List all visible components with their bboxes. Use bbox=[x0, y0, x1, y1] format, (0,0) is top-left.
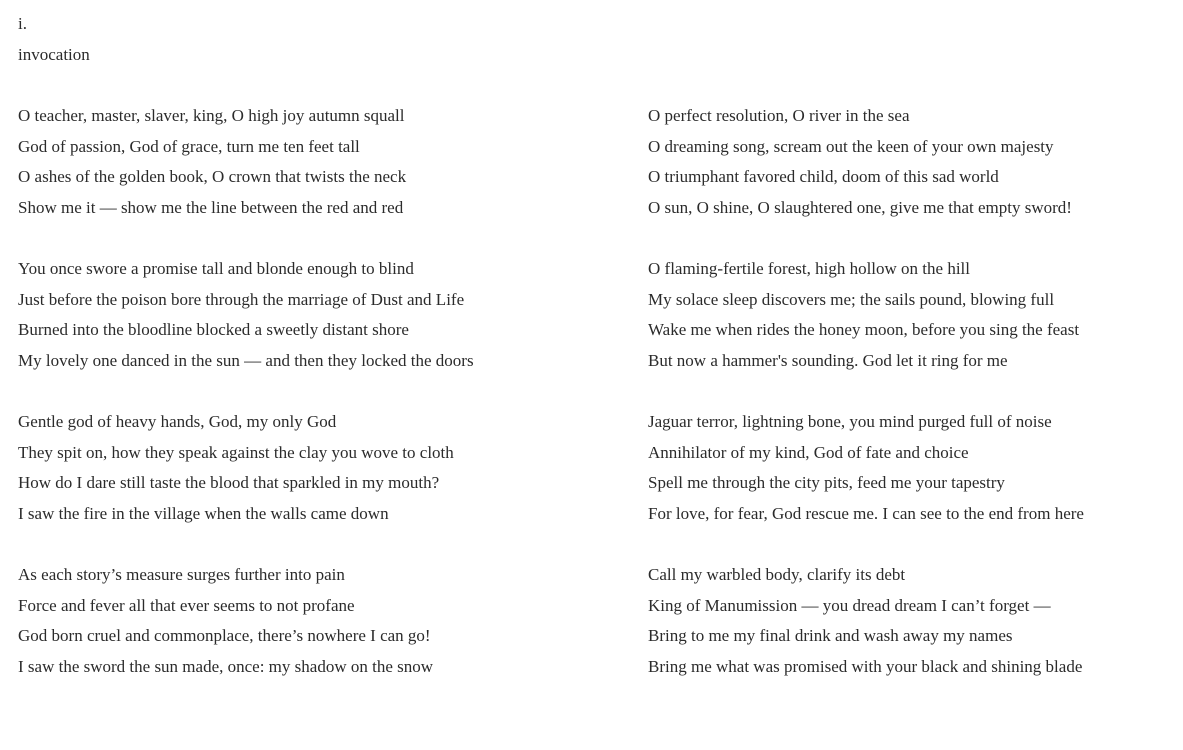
poem-line: Burned into the bloodline blocked a sweetly distant shore bbox=[18, 320, 409, 340]
poem-line: Spell me through the city pits, feed me your tapestry bbox=[648, 473, 1005, 493]
section-number: i. bbox=[18, 14, 27, 33]
poem-line: Force and fever all that ever seems to not profane bbox=[18, 595, 355, 615]
poem-line: O dreaming song, scream out the keen of your own majesty bbox=[648, 136, 1054, 156]
poem-line: They spit on, how they speak against the clay you wove to cloth bbox=[18, 442, 454, 462]
stanza bbox=[18, 101, 618, 223]
poem-line: Call my warbled body, clarify its debt bbox=[648, 564, 906, 584]
poem-line: As each story’s measure surges further into pain bbox=[18, 564, 345, 584]
poem-line: My solace sleep discovers me; the sails pound, blowing full bbox=[648, 289, 1055, 309]
poem-line: My lovely one danced in the sun — and then they locked the doors bbox=[18, 350, 474, 370]
poem-line: Annihilator of my kind, God of fate and choice bbox=[648, 442, 969, 462]
stanza bbox=[648, 101, 1168, 223]
poem-line: O teacher, master, slaver, king, O high joy autumn squall bbox=[18, 106, 405, 125]
poem-line: But now a hammer's sounding. God let it ring for me bbox=[648, 350, 1008, 370]
poem-line: O flaming-fertile forest, high hollow on the hill bbox=[648, 258, 970, 278]
poem-line: Wake me when rides the honey moon, before you sing the feast bbox=[648, 320, 1080, 340]
left-column bbox=[18, 101, 618, 713]
poem-line: O triumphant favored child, doom of this sad world bbox=[648, 167, 999, 187]
stanza bbox=[18, 407, 618, 529]
stanza bbox=[18, 254, 618, 376]
poem-line: For love, for fear, God rescue me. I can see to the end from here bbox=[648, 503, 1084, 523]
poem-line: Bring me what was promised with your black and shining blade bbox=[648, 656, 1083, 676]
poem-line: I saw the fire in the village when the walls came down bbox=[18, 503, 389, 523]
stanza bbox=[18, 560, 618, 682]
poem-line: Gentle god of heavy hands, God, my only God bbox=[18, 411, 337, 431]
poem-line: How do I dare still taste the blood that sparkled in my mouth? bbox=[18, 473, 440, 493]
stanza bbox=[648, 560, 1168, 682]
poem-line: O ashes of the golden book, O crown that twists the neck bbox=[18, 167, 407, 187]
stanza bbox=[648, 254, 1168, 376]
poem-line: O sun, O shine, O slaughtered one, give me that empty sword! bbox=[648, 197, 1072, 217]
poem-line: Show me it — show me the line between the red and red bbox=[18, 197, 404, 217]
poem-line: God born cruel and commonplace, there’s nowhere I can go! bbox=[18, 626, 431, 646]
right-column bbox=[648, 101, 1168, 713]
poem-line: I saw the sword the sun made, once: my shadow on the snow bbox=[18, 656, 434, 676]
stanza bbox=[648, 407, 1168, 529]
poem-line: God of passion, God of grace, turn me ten feet tall bbox=[18, 136, 360, 156]
poem-line: Bring to me my final drink and wash away my names bbox=[648, 626, 1013, 646]
section-title: invocation bbox=[18, 45, 90, 64]
poem-line: Just before the poison bore through the marriage of Dust and Life bbox=[18, 289, 465, 309]
poem-line: King of Manumission — you dread dream I can’t forget — bbox=[648, 595, 1051, 615]
poem-line: You once swore a promise tall and blonde enough to blind bbox=[18, 258, 414, 278]
poem-line: Jaguar terror, lightning bone, you mind purged full of noise bbox=[648, 411, 1052, 431]
poem-line: O perfect resolution, O river in the sea bbox=[648, 106, 910, 125]
